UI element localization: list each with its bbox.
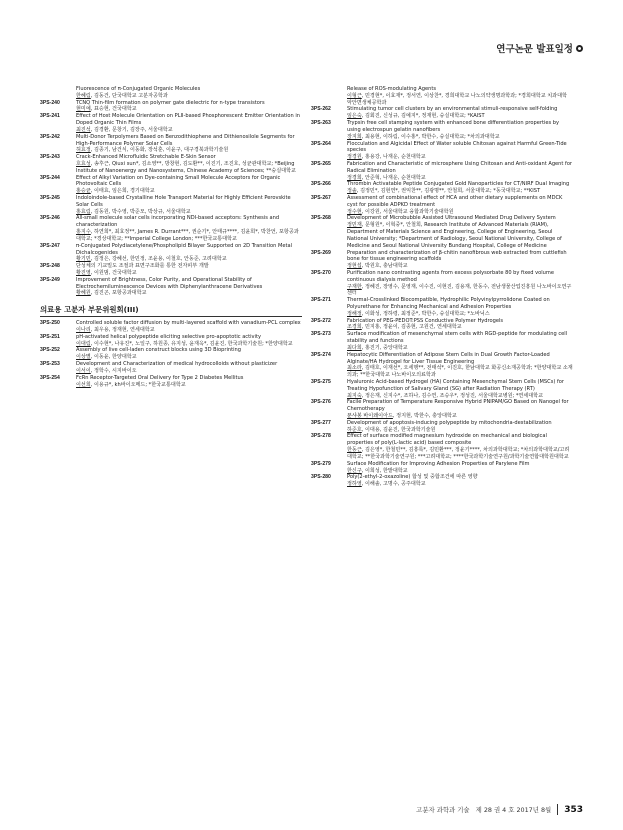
- entry-code: 3PS-243: [40, 154, 60, 161]
- program-entry: [311, 161, 573, 181]
- entry-title: Development and Characterization of medical hydrocolloids without plasticizer: [76, 361, 278, 368]
- entry-presenter: 정해정: [347, 310, 362, 317]
- entry-code: 3PS-264: [311, 140, 331, 147]
- entry-body: [347, 297, 573, 317]
- footer-journal: 고분자 과학과 기술: [416, 806, 470, 814]
- entry-code: 3PS-251: [40, 333, 60, 340]
- entry-title: Facile Preparation of Temperature Responsive Hybrid PNIPAM/GO Based on Nanogel for Chemotherapy: [347, 399, 569, 413]
- entry-affiliation: , 민경현*, 이효재*, 정서연, 이상찬*, 경희대학교 나노의약생명과학과; *경희대학교 치과대학 악안면생체공학과: [347, 92, 567, 106]
- entry-affiliation: , 김동건, 단국대학교 고분자공학과: [90, 92, 168, 99]
- entry-code: 3PS-252: [40, 347, 60, 354]
- entry-title: Indoloindole-based Crystalline Hole Transport Material for Highly Efficient Perovskite Solar Cells: [76, 195, 291, 208]
- entry-code: 3PS-248: [40, 263, 60, 270]
- entry-body: [347, 420, 573, 434]
- entry-body: [347, 399, 573, 419]
- program-entry: [311, 461, 573, 475]
- entry-authors: [347, 284, 573, 298]
- entry-authors: [347, 209, 573, 216]
- entry-body: [76, 100, 302, 114]
- entry-code: 3PS-247: [40, 242, 60, 249]
- entry-title: Effect of Alkyl Variation on Dye-containing Small Molecule Acceptors for Organic Photovoltaic Cells: [76, 174, 281, 188]
- entry-title: Fabrication and Characteristic of microsphere Using Chitosan and Anti-oxidant Agent for Radical Elimination: [347, 160, 573, 174]
- entry-title: π-Conjugated Polydiacetylene/Phospholipid Bilayer Supported on 2D Transition Metal Dichalcogenides: [76, 242, 293, 256]
- program-entry: [311, 352, 573, 379]
- entry-title: Development of Microbubble Assisted Ultrasound Mediated Drug Delivery System: [347, 215, 556, 222]
- program-entry: [311, 433, 573, 460]
- entry-body: [76, 195, 302, 215]
- entry-affiliation: , 이태효, 임은희, 경기대학교: [90, 188, 155, 195]
- entry-affiliation: , 송후근, Qiuxi sun*, 김소영**, 방창현, 김도환**, 이진기, 조진호, 성균관대학교; *Beijing Institute of Nanoenergy and Nanosystems, Chinese Academy of Sciences; **숭실대학교: [76, 160, 296, 174]
- entry-title: Crack-Enhanced Microfluidic Stretchable E-Skin Sensor: [76, 154, 216, 161]
- entry-authors: [76, 93, 302, 100]
- entry-title: Improvement of Brightness, Color Purity, and Operational Stability of Electrochemiluminescence Devices with Diphenylanthracene Derivatives: [76, 276, 263, 290]
- entry-presenter: 한신구: [347, 467, 362, 474]
- entry-body: [347, 433, 573, 460]
- entry-authors: [347, 447, 573, 461]
- entry-presenter: 정경희: [347, 174, 362, 181]
- entry-code: 3PS-273: [311, 331, 331, 338]
- page-footer: [416, 804, 583, 815]
- entry-authors: [347, 188, 573, 195]
- entry-title: TCNQ Thin-film formation on polymer gate dielectric for n-type transistors: [76, 99, 265, 106]
- entry-affiliation: , 홍용강, 나재운, 순천대학교: [361, 154, 426, 161]
- entry-code: 3PS-275: [311, 378, 331, 385]
- entry-body: [347, 161, 573, 181]
- entry-title: Fabrication of PEG-PEDOT:PSS Conductive Polymer Hydrogels: [347, 317, 504, 324]
- entry-body: [347, 250, 573, 270]
- entry-body: [76, 375, 302, 389]
- entry-presenter: 현미예: [76, 106, 91, 113]
- entry-authors: [76, 270, 302, 277]
- entry-affiliation: , 김회진, 신성규, 김예지*, 정재현, 숭실대학교; *KAIST: [361, 113, 485, 120]
- entry-affiliation: , 이수현*, 나유진*, 노일구, 하원종, 유지성, 윤재옥*, 김윤진, 한국과학기술원; *한양대학교: [90, 340, 293, 347]
- entry-body: [347, 195, 573, 215]
- entry-affiliation: , 최용현, 이하림, 이수홍*, 박한수, 숭실대학교; *차의과대학교: [361, 133, 500, 140]
- program-entry: [40, 100, 302, 114]
- entry-authors: [347, 324, 573, 331]
- entry-title: Surface Modification for Improving Adhesion Properties of Parylene Film: [347, 460, 530, 467]
- entry-authors: [347, 311, 573, 318]
- entry-title: 단성체의 기교밀도 조절과 표면구조화를 통한 전자피부 개발: [76, 263, 209, 270]
- entry-code: 3PS-263: [311, 120, 331, 127]
- entry-presenter: 황혜원: [76, 290, 91, 297]
- entry-presenter: 조경희: [347, 324, 362, 331]
- left-column: [40, 86, 302, 388]
- entry-authors: [76, 106, 302, 113]
- entry-authors: [347, 113, 573, 120]
- entry-body: [347, 120, 573, 140]
- entry-code: 3PS-250: [40, 320, 60, 327]
- entry-body: [347, 474, 573, 488]
- program-entry: [311, 195, 573, 215]
- entry-code: 3PS-277: [311, 419, 331, 426]
- entry-title: Purification nano contrasting agents from excess polysorbate 80 by fixed volume continuous dialysis method: [347, 269, 554, 283]
- entry-presenter: 최다희: [347, 344, 362, 351]
- entry-title: Release of ROS-modulating Agents: [347, 86, 436, 92]
- program-entry: [311, 106, 573, 120]
- page-header: [496, 41, 583, 55]
- entry-authors: [76, 147, 302, 154]
- entry-title: All-small molecule solar cells incorporating NDI-based acceptors: Synthesis and characterization: [76, 215, 280, 229]
- page-number: 353: [564, 804, 583, 815]
- entry-code: 3PS-240: [40, 99, 60, 106]
- entry-title: Thrombin Activatable Peptide Conjugated Gold Nanoparticles for CT/NIRF Dual Imaging: [347, 181, 570, 188]
- program-entry: [311, 474, 573, 488]
- entry-presenter: 임은숙: [347, 113, 362, 120]
- entry-affiliation: , 김정은, 강혜선, 한민정, 조윤용, 이철호, 안동준, 고려대학교: [90, 256, 227, 263]
- entry-authors: [347, 345, 573, 352]
- entry-title: Trypsin free cell stamping system with enhanced bone differentiation properties by using electrospun gelatin nanofibers: [347, 120, 560, 133]
- entry-presenter: 정현섭: [347, 263, 362, 270]
- program-entry: [311, 215, 573, 249]
- entry-title: Hepatocytic Differentiation of Adipose Stem Cells in Dual Growth Factor-Loaded Alginate/HA Hydrogel for Liver Tissue Engineering: [347, 351, 550, 365]
- entry-code: 3PS-266: [311, 181, 331, 188]
- entry-title: Assembly of live cell-laden construct blocks using 3D Bioprinting: [76, 347, 242, 354]
- program-entry: [40, 154, 302, 174]
- entry-authors: [347, 413, 573, 420]
- entry-presenter: 정솔: [347, 188, 357, 195]
- program-entry: [311, 297, 573, 317]
- entry-presenter: 정경원: [347, 154, 362, 161]
- program-entry: [40, 86, 302, 100]
- entry-authors: [76, 127, 302, 134]
- entry-title: Assessment of combinational effect of HCA and other dietary supplements on MDCK cyst for possible ADPKD treatment: [347, 195, 563, 208]
- entry-presenter: 이선희: [76, 381, 91, 388]
- entry-authors: [76, 290, 302, 297]
- entry-code: 3PS-268: [311, 215, 331, 222]
- entry-title: Thermal-Crosslinked Biocompatible, Hydrophilic Polyvinylpyrrolidone Coated on Polyurethane for Enhancing Mechanical and Adhesion Properties: [347, 297, 550, 310]
- entry-authors: [347, 93, 573, 107]
- program-entry: [40, 277, 302, 297]
- entry-affiliation: , 정은재, 신지수*, 조하나, 김수연, 조승우*, 정성진, 서울대학교병원; *연세대학교: [361, 392, 544, 399]
- program-entry: [40, 347, 302, 361]
- entry-body: [76, 215, 302, 242]
- entry-title: Fluorescence of π-Conjugated Organic Molecules: [76, 86, 201, 92]
- entry-authors: [76, 382, 302, 389]
- entry-body: [76, 113, 302, 133]
- entry-affiliation: , 정혜진, 장영수, 문영재, 이수진, 이현진, 김용재, 한동수, 전남생물산업진흥원 나노바이오연구센터: [347, 283, 572, 297]
- left-entry-list: [40, 86, 302, 297]
- entry-presenter: 이대림: [76, 340, 91, 347]
- entry-affiliation: , 이대용, 김윤진, 한국과학기술원: [361, 426, 436, 433]
- entry-title: Preparation and characterization of β-chitin nanofibrous web extracted from cuttlefish bone for tissue engineering scaffolds: [347, 249, 567, 263]
- entry-presenter: 이형근: [347, 92, 362, 99]
- entry-code: [40, 86, 76, 100]
- entry-presenter: 최소라: [347, 365, 362, 372]
- program-entry: [40, 195, 302, 215]
- entry-authors: [76, 368, 302, 375]
- entry-affiliation: , 안준혁, 나재운, 순천대학교: [361, 174, 426, 181]
- entry-code: 3PS-265: [311, 160, 331, 167]
- program-entry: [40, 375, 302, 389]
- entry-body: [347, 461, 573, 475]
- program-entry: [40, 263, 302, 277]
- entry-presenter: 푼샤봉 바이왜이아드: [347, 413, 393, 419]
- program-entry: [40, 113, 302, 133]
- entry-code: [311, 86, 347, 106]
- program-entry: [311, 399, 573, 419]
- entry-affiliation: , 하연희*, 최효정**, James R. Durrant***, 권순기*, 안태규****, 김윤희*, 박찬언, 포항공과대학교; *경상대학교; **Imperial College London; ***한국교통대학교: [76, 229, 299, 242]
- entry-body: [347, 379, 573, 399]
- entry-title: Effect of surface modified magnesium hydroxide on mechanical and biological properties of poly(L-lactic acid) based composite: [347, 433, 547, 447]
- entry-presenter: 홍효림: [76, 208, 91, 215]
- entry-body: [76, 334, 302, 348]
- entry-presenter: 정민재: [347, 222, 362, 229]
- entry-code: 3PS-270: [311, 269, 331, 276]
- entry-body: [76, 361, 302, 375]
- entry-body: [76, 154, 302, 174]
- entry-affiliation: , 이원범, 건국대학교: [90, 269, 137, 276]
- entry-affiliation: , 문형원*, 이혁중*, 안철희, Research Institute of Advanced Materials (RIAM), Department of Materials Science and Engineering, College of Engineering, Seoul National University; *Department of Radiology, Seoul National University, College of Medicine and Seoul National University Bundang Hospital, College of Medicine: [347, 222, 562, 249]
- entry-presenter: 이서이: [76, 367, 91, 374]
- entry-body: [76, 277, 302, 297]
- entry-title: Stimulating tumor cell clusters by an environmental stimuli-responsive self-folding: [347, 106, 558, 113]
- entry-authors: [76, 209, 302, 216]
- entry-body: [347, 106, 573, 120]
- entry-code: 3PS-246: [40, 215, 60, 222]
- circle-bullet-icon: [576, 45, 583, 52]
- entry-affiliation: , 김태호, 이재선*, 오세행**, 전태석*, 이진호, 한남대학교 화공신소재공학과; *한양대학교 소재의과; **한국대학교 나노바이오의료학과: [347, 365, 573, 379]
- entry-affiliation: , 김동원, 박수영, 박준모, 박상규, 서울대학교: [90, 208, 191, 215]
- entry-affiliation: , 박원호, 충남대학교: [361, 263, 408, 270]
- entry-title: Poly(2-ethyl-2-oxazoline) 합성 및 중합조건에 따른 영향: [347, 474, 478, 481]
- entry-authors: [347, 263, 573, 270]
- program-entry: [311, 318, 573, 332]
- entry-presenter: 정수현: [347, 208, 362, 215]
- program-entry: [311, 86, 573, 106]
- entry-code: 3PS-278: [311, 433, 331, 440]
- entry-presenter: 호효성: [76, 160, 91, 167]
- program-entry: [311, 270, 573, 297]
- entry-body: [76, 175, 302, 195]
- entry-authors: [347, 154, 573, 161]
- entry-authors: [76, 161, 302, 175]
- entry-affiliation: , 김진곤, 포항공과대학교: [90, 290, 147, 297]
- entry-presenter: 한혜림: [76, 92, 91, 99]
- entry-body: [347, 270, 573, 297]
- entry-code: 3PS-244: [40, 174, 60, 181]
- entry-authors: [347, 134, 573, 141]
- entry-authors: [76, 327, 302, 334]
- entry-authors: [347, 222, 573, 249]
- entry-authors: [76, 229, 302, 243]
- program-entry: [40, 175, 302, 195]
- entry-authors: [347, 393, 573, 400]
- entry-presenter: 홍지수: [76, 229, 91, 236]
- footer-issue: 제 28 권 4 호 2017년 8월: [475, 806, 552, 814]
- entry-code: 3PS-245: [40, 195, 60, 201]
- entry-body: [76, 263, 302, 277]
- header-title: 연구논문 발표일정: [496, 44, 573, 55]
- entry-body: [347, 86, 573, 106]
- entry-body: [347, 331, 573, 351]
- program-entry: [311, 379, 573, 399]
- right-entry-list: [311, 86, 573, 488]
- entry-affiliation: , 최우용, 정재현, 연세대학교: [90, 327, 155, 333]
- entry-code: 3PS-254: [40, 374, 60, 381]
- entry-affiliation: , 홍진기, 중앙대학교: [361, 344, 408, 351]
- entry-title: Surface modification of mesenchymal stem cells with RGD-peptide for modulating cell stability and functions: [347, 331, 568, 345]
- entry-body: [76, 320, 302, 334]
- entry-code: 3PS-262: [311, 106, 331, 113]
- entry-title: Hyaluronic Acid-based Hydrogel (HA) Containing Mesenchymal Stem Cells (MSCs) for Treating Hypofunction of Salivary Gland (SG) after Radiation Therapy (RT): [347, 378, 564, 392]
- program-entry: [40, 243, 302, 263]
- entry-title: Multi-Donor Terpolymers Based on Benzodithiophene and Dithienosilole Segments for High-Performance Polymer Solar Cells: [76, 133, 295, 147]
- entry-presenter: 정하영: [347, 481, 362, 488]
- entry-code: 3PS-271: [311, 297, 331, 304]
- entry-body: [347, 215, 573, 249]
- entry-presenter: 황기민: [76, 256, 91, 263]
- entry-body: [76, 243, 302, 263]
- entry-presenter: 최지숙: [347, 392, 362, 399]
- entry-presenter: 황진영: [76, 269, 91, 276]
- footer-divider: [557, 804, 558, 815]
- entry-presenter: 한동근: [347, 447, 362, 454]
- entry-affiliation: , 민지홍, 정윤이, 김종현, 고원건, 연세대학교: [361, 324, 462, 331]
- program-entry: [311, 181, 573, 195]
- entry-code: 3PS-276: [311, 399, 331, 406]
- entry-title: Controlled soluble factor diffusion by multi-layered scaffold with vanadium-PCL complex: [76, 320, 301, 327]
- program-entry: [311, 141, 573, 161]
- entry-authors: [347, 365, 573, 379]
- entry-affiliation: , 이용규*, kh바이오메드; *한국교통대학교: [90, 381, 186, 388]
- program-entry: [311, 331, 573, 351]
- entry-title: Effect of Host Molecule Orientation on PLII-based Phosphorescent Emitter Orientation in Doped Organic Thin Films: [76, 113, 301, 127]
- entry-code: 3PS-274: [311, 351, 331, 358]
- entry-authors: [347, 481, 573, 488]
- entry-affiliation: , 정학수, 시지바이오: [90, 367, 137, 374]
- entry-body: [347, 181, 573, 195]
- entry-affiliation: , 이강원, 서울대학교 융합과학기술대학원: [361, 208, 454, 215]
- entry-affiliation: , 표승현, 건국대학교: [90, 106, 137, 113]
- entry-code: 3PS-242: [40, 133, 60, 140]
- entry-body: [347, 141, 573, 161]
- entry-code: 3PS-280: [311, 474, 331, 481]
- program-entry: [311, 250, 573, 270]
- entry-code: 3PS-279: [311, 460, 331, 467]
- entry-affiliation: , 김경환, 문창기, 김장주, 서울대학교: [90, 126, 173, 133]
- entry-presenter: 이상별: [76, 354, 91, 361]
- program-entry: [40, 320, 302, 334]
- entry-affiliation: , 정지현, 박한수, 충앙대학교: [392, 413, 457, 419]
- entry-authors: [347, 427, 573, 434]
- entry-presenter: 하준호: [347, 426, 362, 433]
- entry-presenter: 허효정: [76, 147, 91, 154]
- entry-presenter: 최진석: [76, 126, 91, 133]
- entry-title: pH-activated helical polypeptide eliciting selective pro-apoptotic activity: [76, 333, 261, 340]
- program-entry: [40, 215, 302, 242]
- entry-title: Development of apoptosis-inducing polypeptide by mitochondria-destabilization: [347, 419, 552, 426]
- entry-affiliation: , 김종기, 남건식, 이동화, 장석훈, 이윤구, 대구경북과학기술원: [90, 147, 229, 154]
- entry-body: [76, 86, 302, 100]
- program-entry: [311, 120, 573, 140]
- entry-body: [76, 134, 302, 154]
- program-entry: [40, 361, 302, 375]
- entry-code: 3PS-267: [311, 195, 331, 201]
- entry-presenter: 구재한: [347, 283, 362, 290]
- entry-authors: [76, 188, 302, 195]
- entry-authors: [347, 175, 573, 182]
- entry-affiliation: , 김정민*, 김현연*, 권익찬**, 김광명**, 안철희, 서울대학교; *동국대학교; **KIST: [356, 188, 541, 195]
- section-heading: 의료용 고분자 부문위원회(III): [40, 305, 302, 317]
- entry-title: FcRn Receptor-Targeted Oral Delivery for Type 2 Diabetes Mellitus: [76, 374, 244, 381]
- entry-title: Flocculation and Algicidal Effect of Water soluble Chitosan against Harmful Green-Tide species: [347, 140, 567, 154]
- entry-body: [347, 352, 573, 379]
- entry-presenter: 장지희: [347, 133, 362, 140]
- entry-presenter: 홍승균: [76, 188, 91, 195]
- entry-code: 3PS-241: [40, 113, 60, 120]
- entry-affiliation: , 이동윤, 한양대학교: [90, 354, 137, 361]
- right-column: [311, 86, 573, 488]
- program-entry: [40, 334, 302, 348]
- program-entry: [311, 420, 573, 434]
- section-entry-list: [40, 320, 302, 388]
- entry-affiliation: , 이해솔, 고명수, 공주대학교: [361, 481, 426, 488]
- program-entry: [40, 134, 302, 154]
- entry-presenter: 이나리: [76, 327, 91, 333]
- entry-affiliation: , 이화성, 정하령, 최정준*, 박한수, 숭실대학교; *노바닉스: [361, 310, 490, 317]
- entry-affiliation: , 이희성, 한밭대학교: [361, 467, 408, 474]
- entry-body: [76, 347, 302, 361]
- entry-code: 3PS-272: [311, 317, 331, 324]
- entry-code: 3PS-269: [311, 249, 331, 256]
- entry-affiliation: , 김은영*, 한철민**, 김흥록*, 김민환***, 정윤기****, 차의과학대학교; *차의과학대학교/고려대학교; **한국과학기술연구원; ***고려대학교; ****한국과학기술연구원/과학기술연합대학원대학교: [347, 447, 570, 460]
- entry-code: 3PS-249: [40, 276, 60, 283]
- entry-code: 3PS-253: [40, 361, 60, 368]
- entry-authors: [76, 341, 302, 348]
- entry-authors: [76, 354, 302, 361]
- entry-body: [347, 318, 573, 332]
